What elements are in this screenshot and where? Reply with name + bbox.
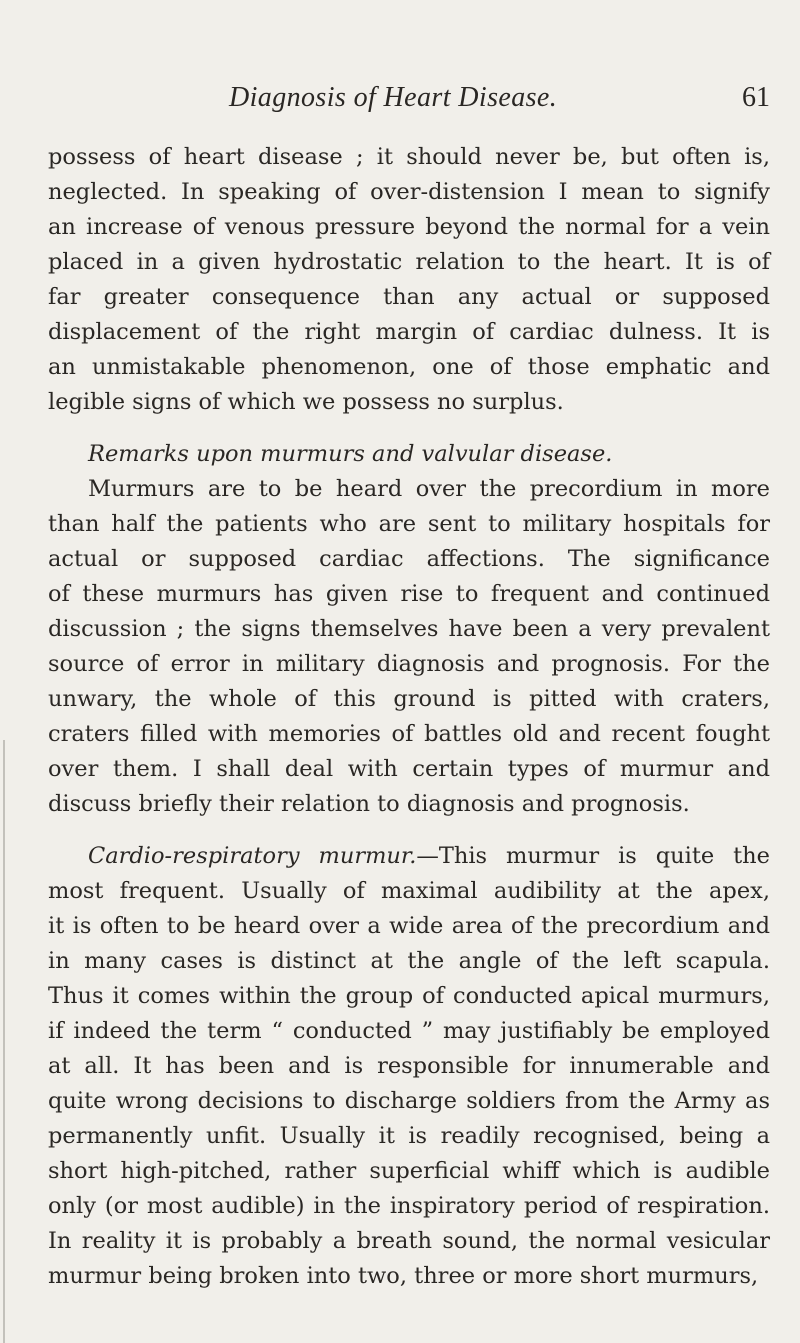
section-heading: Remarks upon murmurs and valvular disease. [88, 441, 613, 467]
running-title: Diagnosis of Heart Disease. [229, 82, 558, 113]
text-line: Murmurs are to be heard over the precordium in more [88, 476, 770, 502]
text-line: only (or most audible) in the inspiratory period of respiration. [48, 1193, 770, 1219]
text-line: of these murmurs has given rise to frequent and continued [48, 581, 770, 607]
text-line: quite wrong decisions to discharge soldiers from the Army as [48, 1088, 770, 1114]
body-text [48, 140, 770, 1294]
text-line: discuss briefly their relation to diagnosis and prognosis. [48, 791, 690, 817]
page-header [48, 82, 770, 122]
text-line: permanently unfit. Usually it is readily recognised, being a [48, 1123, 770, 1149]
paragraph-murmurs [48, 472, 770, 822]
text-line: at all. It has been and is responsible for innumerable and [48, 1053, 770, 1079]
subsection-lead: Cardio-respiratory murmur. [88, 843, 417, 869]
text-line: placed in a given hydrostatic relation to the heart. It is of [48, 249, 770, 275]
text-line: possess of heart disease ; it should never be, but often is, [48, 144, 770, 170]
text-line: most frequent. Usually of maximal audibility at the apex, [48, 878, 770, 904]
text-line: legible signs of which we possess no surplus. [48, 389, 564, 415]
subsection-lead-rest: —This murmur is quite the [416, 843, 770, 869]
text-line: in many cases is distinct at the angle of the left scapula. [48, 948, 770, 974]
text-line: discussion ; the signs themselves have been a very prevalent [48, 616, 770, 642]
text-line: craters filled with memories of battles old and recent fought [48, 721, 770, 747]
text-line: unwary, the whole of this ground is pitted with craters, [48, 686, 770, 712]
text-line: far greater consequence than any actual or supposed [48, 284, 770, 310]
text-line: over them. I shall deal with certain types of murmur and [48, 756, 770, 782]
text-line: neglected. In speaking of over-distension I mean to signify [48, 179, 770, 205]
text-line: actual or supposed cardiac affections. The significance [48, 546, 770, 572]
text-line: an increase of venous pressure beyond the normal for a vein [48, 214, 770, 240]
text-line: it is often to be heard over a wide area of the precordium and [48, 913, 770, 939]
paragraph-cardio-respiratory [48, 839, 770, 1294]
text-line: source of error in military diagnosis and prognosis. For the [48, 651, 770, 677]
text-line [48, 839, 770, 874]
text-line: In reality it is probably a breath sound, the normal vesicular [48, 1228, 770, 1254]
text-line: than half the patients who are sent to military hospitals for [48, 511, 770, 537]
text-line: an unmistakable phenomenon, one of those emphatic and [48, 354, 770, 380]
text-line: if indeed the term “ conducted ” may justifiably be employed [48, 1018, 770, 1044]
text-line: displacement of the right margin of cardiac dulness. It is [48, 319, 770, 345]
text-line: Thus it comes within the group of conducted apical murmurs, [48, 983, 770, 1009]
page-number: 61 [742, 82, 770, 113]
paragraph-continuation [48, 140, 770, 420]
text-line: murmur being broken into two, three or more short murmurs, [48, 1263, 759, 1289]
text-line: short high-pitched, rather superficial whiff which is audible [48, 1158, 770, 1184]
binding-gutter-line [3, 740, 5, 1343]
